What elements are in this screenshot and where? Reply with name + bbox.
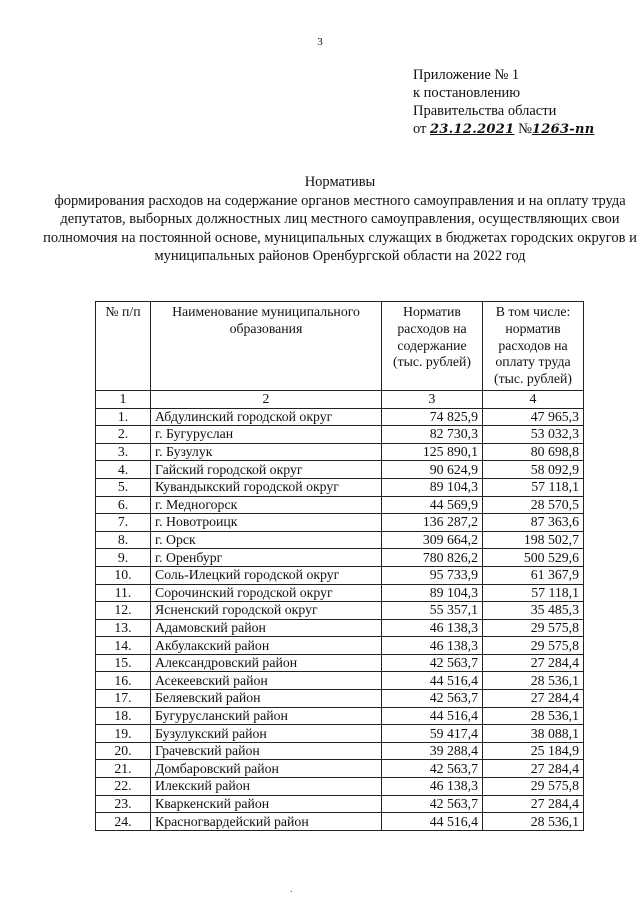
salary-norm: 28 536,1: [483, 707, 584, 725]
municipality-name: г. Новотроицк: [151, 514, 382, 532]
municipality-name: г. Оренбург: [151, 549, 382, 567]
expense-norm: 125 890,1: [382, 443, 483, 461]
municipality-name: Александровский район: [151, 654, 382, 672]
municipality-name: Соль-Илецкий городской округ: [151, 566, 382, 584]
table-row: [96, 795, 584, 813]
table-row: [96, 707, 584, 725]
expense-norm: 44 516,4: [382, 813, 483, 831]
salary-norm: 58 092,9: [483, 461, 584, 479]
table-row: [96, 496, 584, 514]
row-number: 10.: [96, 566, 151, 584]
table-row: [96, 690, 584, 708]
municipality-name: г. Бугуруслан: [151, 426, 382, 444]
table-row: [96, 725, 584, 743]
row-number: 14.: [96, 637, 151, 655]
row-number: 20.: [96, 742, 151, 760]
expense-norm: 780 826,2: [382, 549, 483, 567]
expense-norm: 90 624,9: [382, 461, 483, 479]
appendix-block: [413, 66, 595, 139]
table-header-row: [96, 302, 584, 391]
salary-norm: 35 485,3: [483, 602, 584, 620]
row-number: 6.: [96, 496, 151, 514]
municipality-name: Ясненский городской округ: [151, 602, 382, 620]
municipality-name: Бугурусланский район: [151, 707, 382, 725]
row-number: 18.: [96, 707, 151, 725]
table-row: [96, 602, 584, 620]
salary-norm: 25 184,9: [483, 742, 584, 760]
expense-norm: 309 664,2: [382, 531, 483, 549]
municipality-name: г. Медногорск: [151, 496, 382, 514]
table-row: [96, 619, 584, 637]
expense-norm: 59 417,4: [382, 725, 483, 743]
expense-norm: 42 563,7: [382, 795, 483, 813]
row-number: 2.: [96, 426, 151, 444]
municipality-name: Кваркенский район: [151, 795, 382, 813]
expense-norm: 39 288,4: [382, 742, 483, 760]
municipality-name: Кувандыкский городской округ: [151, 478, 382, 496]
header-salary-norm: В том числе: норматив расходов на оплату труда (тыс. рублей): [483, 302, 584, 391]
table-row: [96, 778, 584, 796]
salary-norm: 27 284,4: [483, 690, 584, 708]
salary-norm: 28 536,1: [483, 813, 584, 831]
expense-norm: 44 516,4: [382, 707, 483, 725]
row-number: 3.: [96, 443, 151, 461]
row-number: 8.: [96, 531, 151, 549]
row-number: 21.: [96, 760, 151, 778]
expense-norm: 82 730,3: [382, 426, 483, 444]
table-row: [96, 742, 584, 760]
table-row: [96, 443, 584, 461]
salary-norm: 28 570,5: [483, 496, 584, 514]
title-heading: Нормативы: [304, 174, 376, 190]
expense-norm: 46 138,3: [382, 637, 483, 655]
municipality-name: г. Орск: [151, 531, 382, 549]
municipality-name: Адамовский район: [151, 619, 382, 637]
table-row: [96, 584, 584, 602]
municipality-name: Грачевский район: [151, 742, 382, 760]
municipality-name: Илекский район: [151, 778, 382, 796]
table-row: [96, 549, 584, 567]
header-expense-norm: Норматив расходов на содержание (тыс. рублей): [382, 302, 483, 391]
salary-norm: 38 088,1: [483, 725, 584, 743]
municipality-name: Гайский городской округ: [151, 461, 382, 479]
row-number: 15.: [96, 654, 151, 672]
municipality-name: Акбулакский район: [151, 637, 382, 655]
table-row: [96, 461, 584, 479]
salary-norm: 27 284,4: [483, 795, 584, 813]
row-number: 1.: [96, 408, 151, 426]
salary-norm: 27 284,4: [483, 654, 584, 672]
index-4: 4: [483, 390, 584, 408]
salary-norm: 87 363,6: [483, 514, 584, 532]
table-row: [96, 566, 584, 584]
salary-norm: 29 575,8: [483, 778, 584, 796]
table-row: [96, 813, 584, 831]
page-number: 3: [317, 36, 323, 48]
salary-norm: 28 536,1: [483, 672, 584, 690]
salary-norm: 29 575,8: [483, 637, 584, 655]
appendix-line-2: к постановлению: [413, 85, 521, 101]
table-row: [96, 531, 584, 549]
row-number: 23.: [96, 795, 151, 813]
row-number: 5.: [96, 478, 151, 496]
expense-norm: 42 563,7: [382, 760, 483, 778]
number-label: №: [518, 121, 532, 137]
decree-date: 23.12.2021: [430, 122, 515, 137]
row-number: 12.: [96, 602, 151, 620]
row-number: 22.: [96, 778, 151, 796]
norms-table: [95, 301, 584, 831]
decree-number: 1263-пп: [531, 122, 595, 137]
table-row: [96, 408, 584, 426]
municipality-name: Абдулинский городской округ: [151, 408, 382, 426]
row-number: 13.: [96, 619, 151, 637]
row-number: 16.: [96, 672, 151, 690]
expense-norm: 46 138,3: [382, 619, 483, 637]
expense-norm: 89 104,3: [382, 584, 483, 602]
table-row: [96, 426, 584, 444]
expense-norm: 46 138,3: [382, 778, 483, 796]
table-row: [96, 760, 584, 778]
municipality-name: Бузулукский район: [151, 725, 382, 743]
municipality-name: Красногвардейский район: [151, 813, 382, 831]
row-number: 9.: [96, 549, 151, 567]
municipality-name: г. Бузулук: [151, 443, 382, 461]
expense-norm: 55 357,1: [382, 602, 483, 620]
expense-norm: 42 563,7: [382, 690, 483, 708]
salary-norm: 80 698,8: [483, 443, 584, 461]
salary-norm: 198 502,7: [483, 531, 584, 549]
title-body: формирования расходов на содержание органов местного самоуправления и на оплату труда депутатов, выборных должностных лиц местного самоуправления, осуществляющих свои полномочия на постоянной основе, муниципальных служащих в бюджетах городских округов и муниципальных районов Оренбургской области на 2022 год: [43, 192, 637, 264]
expense-norm: 42 563,7: [382, 654, 483, 672]
table-row: [96, 637, 584, 655]
row-number: 7.: [96, 514, 151, 532]
footer-mark: .: [290, 884, 293, 895]
appendix-line-3: Правительства области: [413, 103, 557, 119]
row-number: 24.: [96, 813, 151, 831]
row-number: 19.: [96, 725, 151, 743]
row-number: 17.: [96, 690, 151, 708]
row-number: 11.: [96, 584, 151, 602]
municipality-name: Беляевский район: [151, 690, 382, 708]
table-row: [96, 478, 584, 496]
salary-norm: 47 965,3: [483, 408, 584, 426]
index-3: 3: [382, 390, 483, 408]
table-row: [96, 514, 584, 532]
appendix-line-1: Приложение № 1: [413, 67, 520, 83]
document-title: [40, 173, 640, 266]
index-1: 1: [96, 390, 151, 408]
expense-norm: 95 733,9: [382, 566, 483, 584]
salary-norm: 57 118,1: [483, 478, 584, 496]
header-number: № п/п: [96, 302, 151, 391]
expense-norm: 136 287,2: [382, 514, 483, 532]
municipality-name: Сорочинский городской округ: [151, 584, 382, 602]
header-name: Наименование муниципального образования: [151, 302, 382, 391]
municipality-name: Домбаровский район: [151, 760, 382, 778]
expense-norm: 74 825,9: [382, 408, 483, 426]
expense-norm: 44 516,4: [382, 672, 483, 690]
expense-norm: 89 104,3: [382, 478, 483, 496]
salary-norm: 61 367,9: [483, 566, 584, 584]
salary-norm: 500 529,6: [483, 549, 584, 567]
salary-norm: 29 575,8: [483, 619, 584, 637]
salary-norm: 53 032,3: [483, 426, 584, 444]
municipality-name: Асекеевский район: [151, 672, 382, 690]
salary-norm: 27 284,4: [483, 760, 584, 778]
from-label: от: [413, 121, 427, 137]
appendix-date-line: [413, 120, 595, 139]
expense-norm: 44 569,9: [382, 496, 483, 514]
table-row: [96, 654, 584, 672]
salary-norm: 57 118,1: [483, 584, 584, 602]
table-index-row: [96, 390, 584, 408]
row-number: 4.: [96, 461, 151, 479]
table-row: [96, 672, 584, 690]
index-2: 2: [151, 390, 382, 408]
